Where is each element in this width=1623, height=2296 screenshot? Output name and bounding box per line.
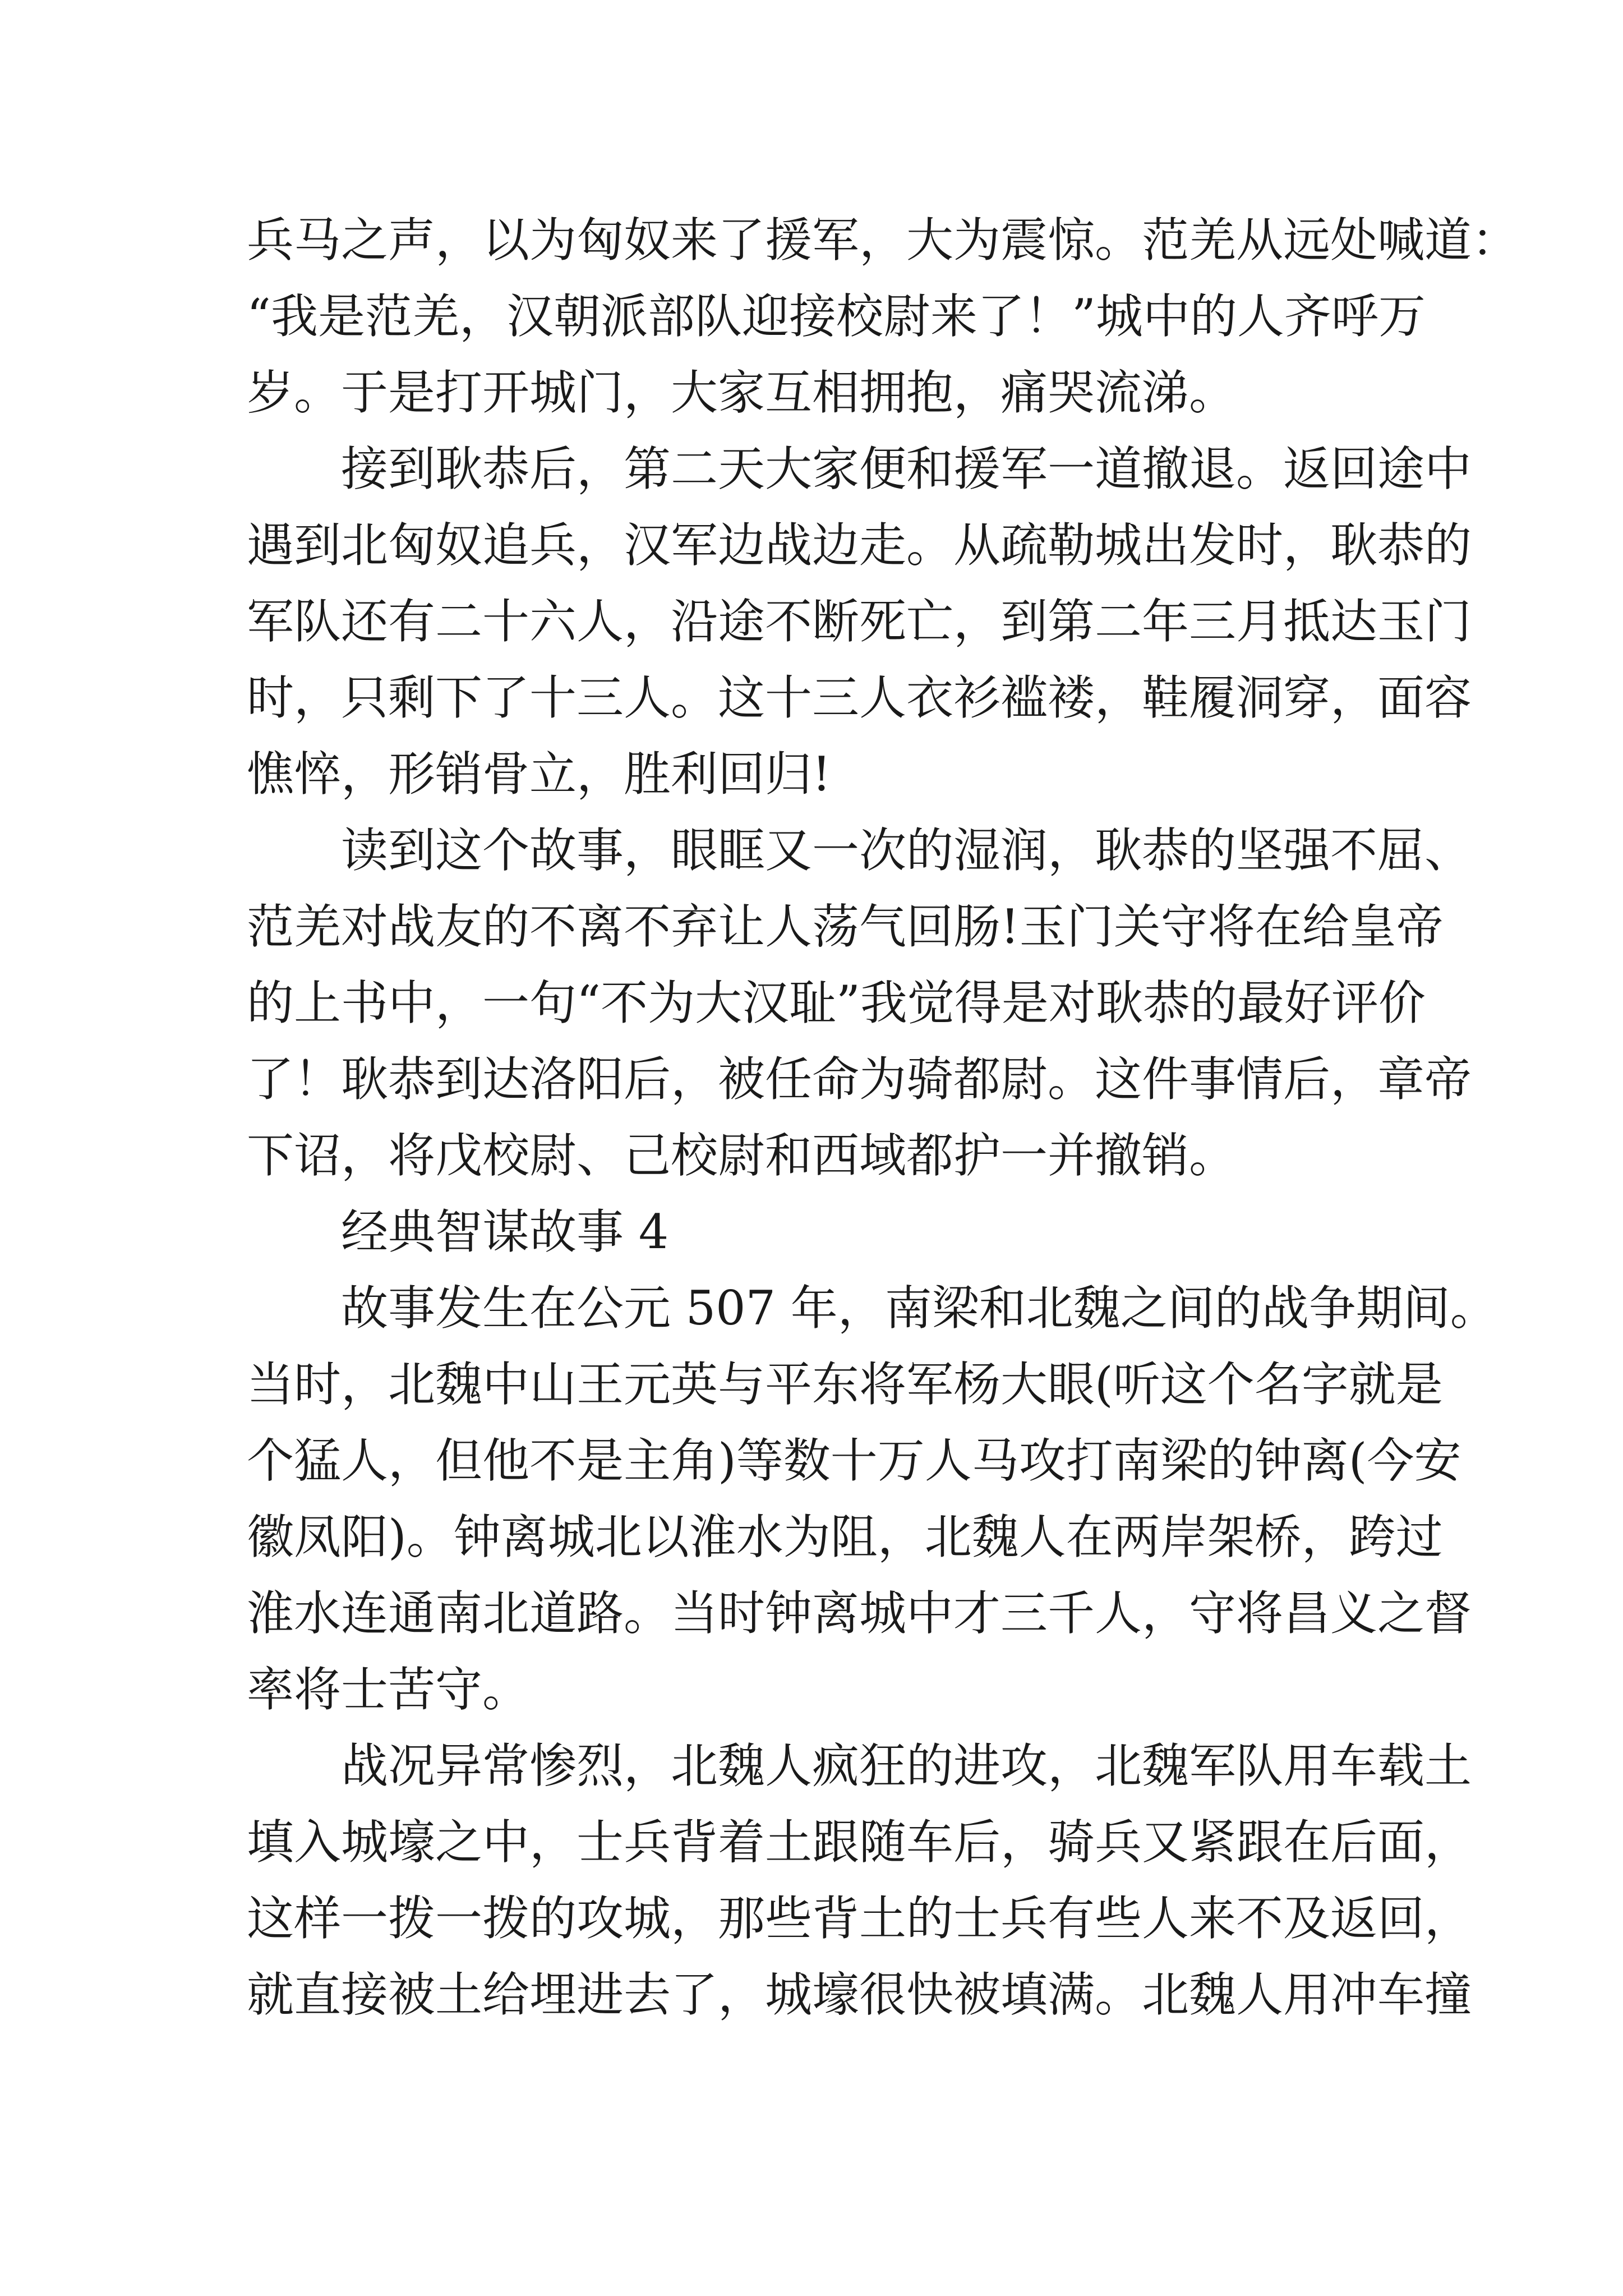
- text-line: 了！耿恭到达洛阳后，被任命为骑都尉。这件事情后，章帝: [247, 1052, 1472, 1107]
- document-body: [247, 202, 1519, 2033]
- text-line: 读到这个故事，眼眶又一次的湿润，耿恭的坚强不屈、: [341, 823, 1472, 878]
- text-line: 故事发生在公元 507 年，南梁和北魏之间的战争期间。: [341, 1281, 1497, 1336]
- text-line: 经典智谋故事 4: [341, 1204, 669, 1259]
- text-line: 填入城壕之中，士兵背着土跟随车后，骑兵又紧跟在后面，: [247, 1815, 1472, 1870]
- text-line: 接到耿恭后，第二天大家便和援军一道撤退。返回途中: [341, 441, 1472, 496]
- text-line: “我是范羌，汉朝派部队迎接校尉来了！”城中的人齐呼万: [247, 289, 1426, 344]
- text-line: 这样一拨一拨的攻城，那些背土的士兵有些人来不及返回，: [247, 1891, 1472, 1946]
- text-line: 当时，北魏中山王元英与平东将军杨大眼(听这个名字就是: [247, 1357, 1443, 1412]
- text-line: 兵马之声，以为匈奴来了援军，大为震惊。范羌从远处喊道：: [247, 213, 1519, 268]
- text-line: 淮水连通南北道路。当时钟离城中才三千人，守将昌义之督: [247, 1586, 1472, 1641]
- text-line: 个猛人，但他不是主角)等数十万人马攻打南梁的钟离(今安: [247, 1433, 1461, 1488]
- text-line: 就直接被土给埋进去了，城壕很快被填满。北魏人用冲车撞: [247, 1967, 1472, 2022]
- text-line: 徽凤阳)。钟离城北以淮水为阻，北魏人在两岸架桥，跨过: [247, 1510, 1443, 1565]
- text-line: 的上书中，一句“不为大汉耻”我觉得是对耿恭的最好评价: [247, 976, 1426, 1030]
- text-line: 下诏，将戊校尉、己校尉和西域都护一并撤销。: [247, 1128, 1237, 1183]
- text-line: 岁。于是打开城门，大家互相拥抱，痛哭流涕。: [247, 365, 1237, 420]
- text-line: 遇到北匈奴追兵，汉军边战边走。从疏勒城出发时，耿恭的: [247, 518, 1472, 573]
- text-line: 时，只剩下了十三人。这十三人衣衫褴褛，鞋履洞穿，面容: [247, 670, 1472, 725]
- text-line: 范羌对战友的不离不弃让人荡气回肠!玉门关守将在给皇帝: [247, 899, 1444, 954]
- text-line: 憔悴，形销骨立，胜利回归!: [247, 747, 831, 802]
- text-line: 军队还有二十六人，沿途不断死亡，到第二年三月抵达玉门: [247, 594, 1472, 649]
- text-line: 战况异常惨烈，北魏人疯狂的进攻，北魏军队用车载土: [341, 1738, 1472, 1793]
- text-line: 率将士苦守。: [247, 1662, 530, 1717]
